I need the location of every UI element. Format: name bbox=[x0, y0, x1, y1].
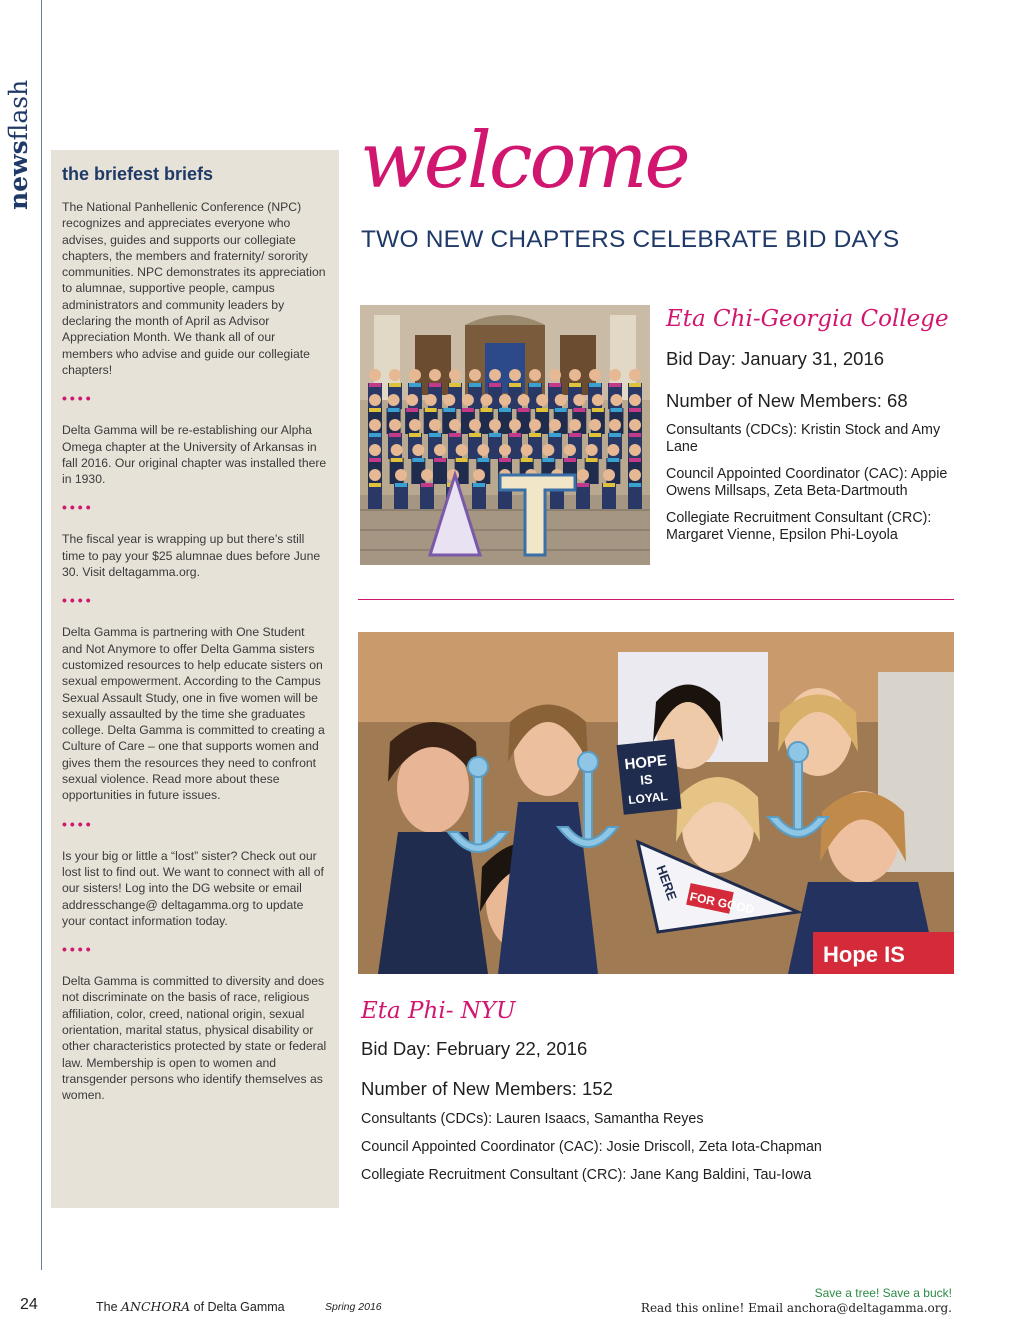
save-tree-note: Save a tree! Save a buck! bbox=[814, 1286, 952, 1300]
section-divider-line bbox=[358, 599, 954, 600]
chapter-name: Eta Phi- NYU bbox=[361, 998, 516, 1024]
sidebar-title: the briefest briefs bbox=[62, 164, 214, 184]
briefs-sidebar bbox=[51, 150, 339, 1208]
brief-item: Is your big or little a “lost” sister? Check out our lost list to find out. We want to connect with all of our sisters! Log into the DG website or email addresschange@ deltagamma.org to update your contact information today. bbox=[62, 848, 324, 928]
welcome-headline: welcome bbox=[360, 116, 688, 206]
page-footer bbox=[0, 1280, 1024, 1330]
council-coordinator: Council Appointed Coordinator (CAC): Josie Driscoll, Zeta Iota-Chapman bbox=[361, 1139, 822, 1155]
issue-date: Spring 2016 bbox=[325, 1301, 382, 1313]
brief-divider: •••• bbox=[62, 815, 94, 832]
chapter-name: Eta Chi-Georgia College bbox=[666, 306, 949, 332]
chapter-eta-chi-info bbox=[666, 306, 966, 544]
publication-name bbox=[96, 1299, 285, 1314]
sign-for-good: FOR GOOD bbox=[688, 889, 756, 917]
council-coordinator: Council Appointed Coordinator (CAC): Appie Owens Millsaps, Zeta Beta-Dartmouth bbox=[666, 466, 948, 499]
pub-suffix: of Delta Gamma bbox=[190, 1300, 285, 1314]
sign-is: IS bbox=[639, 771, 654, 788]
group-photo-eta-phi bbox=[358, 632, 954, 974]
new-members-count: Number of New Members: 152 bbox=[361, 1078, 613, 1099]
consultants: Consultants (CDCs): Kristin Stock and Amy Lane bbox=[666, 422, 941, 455]
read-online-note[interactable]: Read this online! Email anchora@deltagamma.org. bbox=[640, 1301, 952, 1315]
section-tag-light: flash bbox=[4, 79, 33, 141]
bid-day: Bid Day: January 31, 2016 bbox=[666, 348, 885, 369]
brief-divider: •••• bbox=[62, 941, 94, 958]
recruitment-consultant: Collegiate Recruitment Consultant (CRC): Margaret Vienne, Epsilon Phi-Loyola bbox=[666, 510, 932, 543]
new-members-count: Number of New Members: 68 bbox=[666, 390, 908, 411]
article-subhead: TWO NEW CHAPTERS CELEBRATE BID DAYS bbox=[361, 226, 900, 253]
section-tag-bold: news bbox=[4, 140, 33, 210]
recruitment-consultant: Collegiate Recruitment Consultant (CRC): Jane Kang Baldini, Tau-Iowa bbox=[361, 1167, 812, 1183]
sign-here: HERE bbox=[653, 863, 680, 903]
sign-hope-is: Hope IS bbox=[823, 942, 905, 967]
bid-day: Bid Day: February 22, 2016 bbox=[361, 1038, 588, 1059]
brief-divider: •••• bbox=[62, 592, 94, 609]
brief-item: The fiscal year is wrapping up but there’s still time to pay your $25 alumnae dues before June 30. Visit deltagamma.org. bbox=[62, 532, 321, 580]
consultants: Consultants (CDCs): Lauren Isaacs, Samantha Reyes bbox=[361, 1111, 704, 1127]
brief-item: The National Panhellenic Conference (NPC) recognizes and appreciates everyone who advises, guides and supports our collegiate chapters, the members and fraternity/ sorority communities. NPC demonstrates its appreciation to alumnae, supportive people, campus administrators and community leaders by declaring the month of April as Advisor Appreciation Month. We thank all of our members who advise and guide our collegiate chapters! bbox=[62, 200, 326, 377]
sign-hope: HOPE bbox=[623, 751, 668, 774]
chapter-eta-phi-info bbox=[361, 998, 961, 1184]
brief-item: Delta Gamma will be re-establishing our Alpha Omega chapter at the University of Arkansas in fall 2016. Our original chapter was installed there in 1930. bbox=[62, 423, 327, 487]
brief-divider: •••• bbox=[62, 499, 94, 516]
brief-item: Delta Gamma is committed to diversity and does not discriminate on the basis of race, religious affiliation, color, creed, national origin, sexual orientation, marital status, physical disability or other characteristics protected by state or federal law. Membership is open to women and transgender persons who identify themselves as women. bbox=[62, 974, 327, 1103]
pub-prefix: The bbox=[96, 1300, 122, 1314]
sign-loyal: LOYAL bbox=[627, 789, 669, 808]
pub-magazine: ANCHORA bbox=[121, 1299, 191, 1314]
page-number: 24 bbox=[20, 1296, 38, 1313]
group-photo-eta-chi bbox=[360, 305, 650, 565]
brief-item: Delta Gamma is partnering with One Student and Not Anymore to offer Delta Gamma sisters customized resources to help educate sisters on sexual empowerment. According to the Campus Sexual Assault Study, one in five women will be sexually assaulted by the time she graduates college. Delta Gamma is committed to creating a Culture of Care – one that supports women and gives them the resources they need to confront sexual violence. Read more about these opportunities in future issues. bbox=[62, 625, 325, 803]
brief-divider: •••• bbox=[62, 390, 94, 407]
